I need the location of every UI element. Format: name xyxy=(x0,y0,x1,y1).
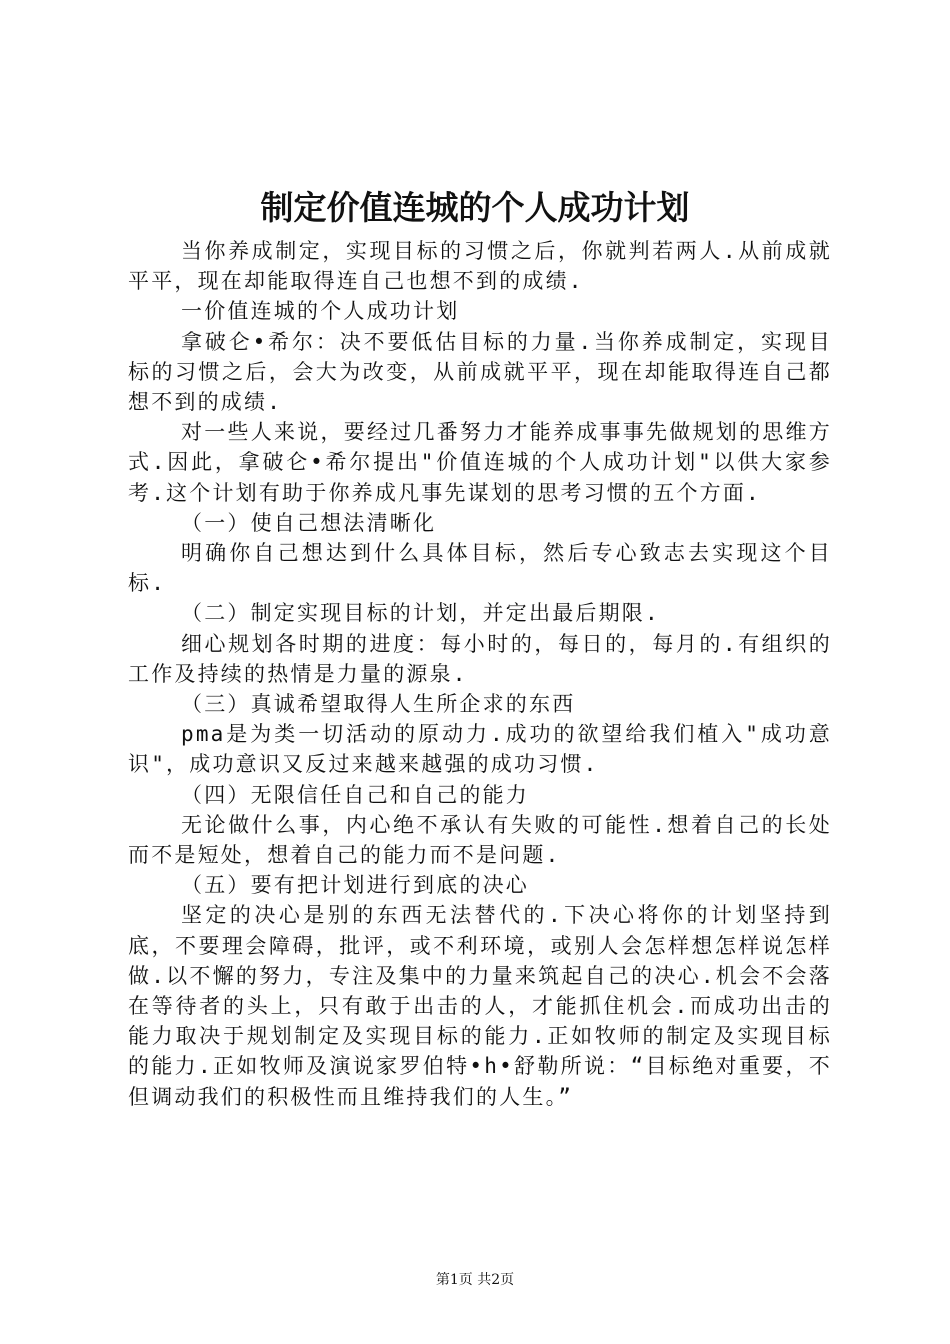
section-body-1: 明确你自己想达到什么具体目标，然后专心致志去实现这个目标. xyxy=(128,541,832,596)
section-heading-4: （四）无限信任自己和自己的能力 xyxy=(181,782,529,807)
paragraph-intro: 当你养成制定，实现目标的习惯之后，你就判若两人.从前成就平平，现在却能取得连自己也想不到的成绩. xyxy=(128,239,832,294)
section-body-5: 坚定的决心是别的东西无法替代的.下决心将你的计划坚持到底，不要理会障碍，批评，或不利环境，或别人会怎样想怎样说怎样做.以不懈的努力，专注及集中的力量来筑起自己的决心.机会不会落在等待者的头上，只有敢于出击的人，才能抓住机会.而成功出击的能力取决于规划制定及实现目标的能力.正如牧师的制定及实现目标的能力.正如牧师及演说家罗伯特•h•舒勒所说：“目标绝对重要，不但调动我们的积极性而且维持我们的人生。” xyxy=(128,903,832,1109)
page-number-footer: 第1页 共2页 xyxy=(435,1272,515,1288)
paragraph-subtitle: 一价值连城的个人成功计划 xyxy=(181,299,460,324)
paragraph-quote: 拿破仑•希尔：决不要低估目标的力量.当你养成制定，实现目标的习惯之后，会大为改变，从前成就平平，现在却能取得连自己都想不到的成绩. xyxy=(128,329,832,415)
document-body xyxy=(128,236,832,1112)
section-body-4: 无论做什么事，内心绝不承认有失败的可能性.想着自己的长处而不是短处，想着自己的能力而不是问题. xyxy=(128,812,832,868)
paragraph-explanation: 对一些人来说，要经过几番努力才能养成事事先做规划的思维方式.因此，拿破仑•希尔提出"价值连城的个人成功计划"以供大家参考.这个计划有助于你养成凡事先谋划的思考习惯的五个方面. xyxy=(128,420,832,505)
section-body-2: 细心规划各时期的进度：每小时的，每日的，每月的.有组织的工作及持续的热情是力量的源泉. xyxy=(128,631,832,686)
section-heading-5: （五）要有把计划进行到底的决心 xyxy=(181,873,529,898)
section-heading-2: （二）制定实现目标的计划，并定出最后期限. xyxy=(181,601,660,626)
section-heading-1: （一）使自己想法清晰化 xyxy=(181,510,437,535)
section-heading-3: （三）真诚希望取得人生所企求的东西 xyxy=(181,692,576,717)
document-title: 制定价值连城的个人成功计划 xyxy=(260,188,690,227)
section-body-3: pma是为类一切活动的原动力.成功的欲望给我们植入"成功意识"，成功意识又反过来越来越强的成功习惯. xyxy=(128,722,832,777)
